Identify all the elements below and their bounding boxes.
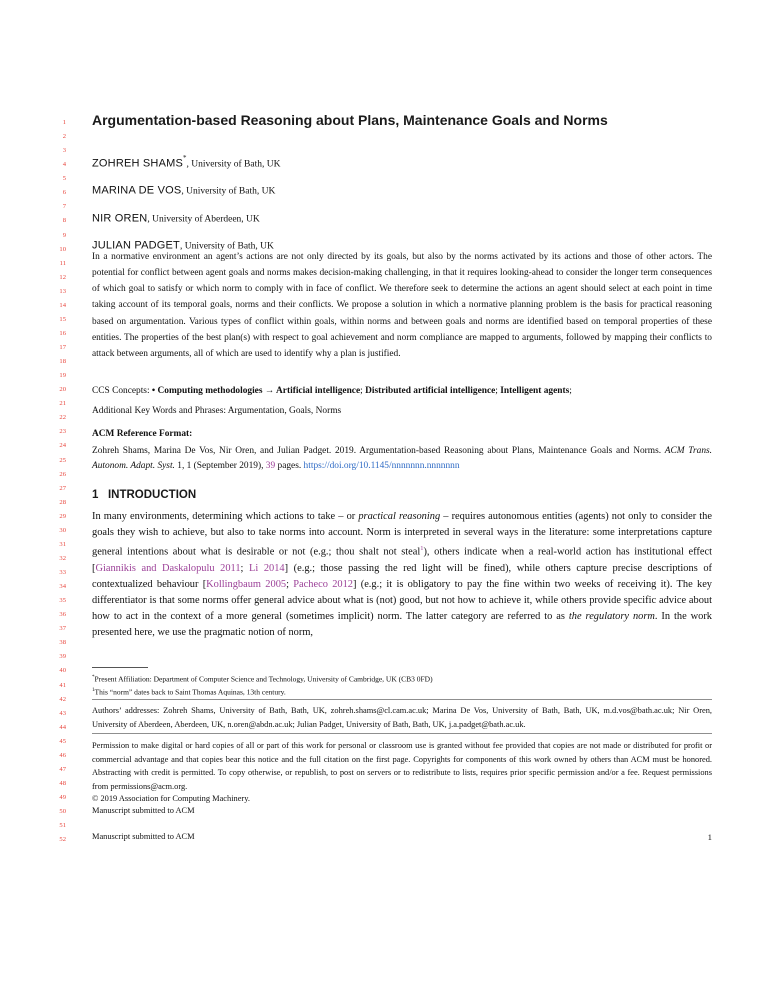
footnote-ref-link[interactable]: 1 <box>420 545 424 553</box>
line-number: 25 <box>59 456 66 464</box>
text-segment: ; <box>495 386 501 396</box>
text-segment: ), others indicate when a real-world action has institutional effect [ <box>92 546 712 574</box>
author-affiliation: , University of Aberdeen, UK <box>147 213 260 224</box>
citation-link[interactable]: Kollingbaum 2005 <box>206 578 287 590</box>
text-segment: This “norm” dates back to Saint Thomas Aquinas, 13th century. <box>94 687 286 697</box>
section-heading-introduction: 1 INTRODUCTION <box>92 489 197 501</box>
line-number: 32 <box>59 554 66 562</box>
line-number: 49 <box>59 794 66 801</box>
line-number: 44 <box>59 723 66 731</box>
line-number: 14 <box>59 301 66 309</box>
line-number: 28 <box>59 498 66 506</box>
footnote <box>92 672 712 685</box>
text-segment: Distributed artificial intelligence <box>365 386 496 396</box>
line-numbers <box>40 116 66 847</box>
line-number: 36 <box>59 611 66 619</box>
citation-link[interactable]: Li 2014 <box>249 562 285 574</box>
line-number: 22 <box>59 414 66 422</box>
line-number: 1 <box>62 119 66 126</box>
acm-reference-heading: ACM Reference Format: <box>92 429 193 439</box>
paper-title: Argumentation-based Reasoning about Plans, Maintenance Goals and Norms <box>92 112 608 128</box>
text-segment: ; <box>569 386 572 396</box>
introduction-paragraph <box>92 509 712 641</box>
text-segment: CCS Concepts: <box>92 386 152 396</box>
line-number: 35 <box>59 597 66 605</box>
line-number: 12 <box>59 273 66 281</box>
footnote-block <box>92 672 712 699</box>
author-name: MARINA DE VOS <box>92 184 182 197</box>
author-affiliation-text: University of Bath, UK <box>186 186 276 197</box>
line-number: 34 <box>59 583 66 591</box>
author-affiliation: , University of Bath, UK <box>179 241 274 252</box>
line-number: 7 <box>62 203 66 211</box>
line-number: 43 <box>59 709 66 717</box>
citation-link[interactable]: Giannikis and Daskalopulu 2011 <box>95 562 241 574</box>
ccs-concepts <box>92 384 712 399</box>
line-number: 20 <box>59 386 66 394</box>
text-segment: . In the work presented here, we use the pragmatic notion of norm, <box>92 611 712 639</box>
text-segment: ; <box>240 562 250 574</box>
text-segment: the regulatory norm <box>568 611 655 623</box>
text-segment: In many environments, determining which actions to take – or <box>92 511 359 522</box>
line-number: 41 <box>59 681 66 689</box>
text-segment: ACM Trans. Autonom. Adapt. Syst. <box>92 446 712 472</box>
line-number: 19 <box>59 372 66 380</box>
text-segment: • Computing methodologies → Artificial intelligence <box>151 386 361 396</box>
line-number: 2 <box>62 133 66 141</box>
line-number: 26 <box>59 470 66 478</box>
author-footnote-mark: * <box>183 154 187 162</box>
divider-rule <box>92 699 712 700</box>
abstract-text: In a normative environment an agent’s actions are not only directed by its goals, but also by the norms activated by its actions and those of other actors. The potential for conflict between agent goals and norms makes decision-making challenging, in that it requires looking-ahead to consider the longer term consequences of which goal to satisfy or which norm to comply with in face of conflict. We therefore seek to determine the actions an agent should select at each point in time taking account of its temporal goals, norms and their conflicts. We propose a solution in which a normative planning problem is the basis for practical reasoning based on argumentation. Various types of conflict within goals, within norms and between goals and norms are identified based on temporal properties of these entities. The properties of the best plan(s) with respect to goal achievement and norm compliance are mapped to arguments, followed by mapping their conflicts to attack between arguments, all of which are used to identify why a plan is justified. <box>92 252 712 359</box>
text-segment: practical reasoning <box>358 511 441 522</box>
text-segment: ; <box>286 578 294 590</box>
line-number: 30 <box>59 526 66 534</box>
footnote <box>92 685 712 698</box>
author-affiliation-text: University of Aberdeen, UK <box>152 213 260 224</box>
line-number: 37 <box>59 625 66 633</box>
line-number: 15 <box>59 315 66 323</box>
line-number: 45 <box>59 737 66 745</box>
author-row <box>92 152 712 172</box>
line-number: 11 <box>59 259 66 267</box>
line-number: 38 <box>59 639 66 647</box>
author-row <box>92 207 712 227</box>
line-number: 21 <box>59 400 66 408</box>
line-number: 13 <box>59 287 66 295</box>
line-number: 50 <box>59 808 66 816</box>
text-segment: pages. <box>275 461 304 472</box>
line-number: 6 <box>62 189 66 197</box>
citation-link[interactable]: Pacheco 2012 <box>293 578 353 590</box>
line-number: 24 <box>59 442 66 450</box>
author-name: NIR OREN <box>92 211 148 224</box>
doi-link[interactable]: https://doi.org/10.1145/nnnnnnn.nnnnnnn <box>303 461 460 472</box>
line-number: 27 <box>59 484 66 492</box>
text-segment: Zohreh Shams, Marina De Vos, Nir Oren, and Julian Padget. 2019. Argumentation-based Reasoning about Plans, Maintenance Goals and Norms. <box>92 446 665 456</box>
text-segment: ; <box>360 386 366 396</box>
line-number: 8 <box>62 217 66 225</box>
acm-reference-text <box>92 444 712 475</box>
footer-manuscript: Manuscript submitted to ACM <box>92 832 195 841</box>
line-number: 16 <box>59 329 66 337</box>
line-number: 23 <box>59 428 66 436</box>
line-number: 51 <box>59 822 66 830</box>
author-row <box>92 179 712 199</box>
line-number: 33 <box>59 569 66 576</box>
text-segment: * <box>92 674 95 680</box>
line-number: 46 <box>59 751 66 759</box>
author-name: JULIAN PADGET <box>92 239 180 252</box>
author-affiliation: , University of Bath, UK <box>186 159 281 170</box>
author-affiliation-text: University of Bath, UK <box>191 159 281 170</box>
line-number: 31 <box>59 540 66 548</box>
author-list <box>92 152 712 261</box>
text-segment: ] (e.g.; those passing the red light will be fined), while others capture precise descriptions of contextualized behaviour [ <box>92 562 712 590</box>
line-number: 3 <box>62 147 66 155</box>
line-number: 18 <box>59 358 66 366</box>
line-number: 4 <box>62 161 66 169</box>
line-number: 17 <box>59 344 66 351</box>
line-number: 48 <box>59 779 66 787</box>
text-segment: Intelligent agents <box>500 386 570 396</box>
line-number: 9 <box>62 231 66 239</box>
authors-addresses: Authors’ addresses: Zohreh Shams, University of Bath, Bath, UK, zohreh.shams@cl.cam.ac.uk; Marina De Vos, University of Bath, Bath, UK, m.d.vos@bath.ac.uk; Nir Oren, University of Aberdeen, Aberdeen, UK, n.oren@abdn.ac.uk; Julian Padget, University of Bath, Bath, UK, j.a.padget@bath.ac.uk. <box>92 706 712 730</box>
author-affiliation-text: University of Bath, UK <box>184 241 274 252</box>
permission-notice: Permission to make digital or hard copies of all or part of this work for personal or classroom use is granted without fee provided that copies are not made or distributed for profit or commercial advantage and that copies bear this notice and the full citation on the first page. Copyrights for components of this work owned by others than ACM must be honored. Abstracting with credit is permitted. To copy otherwise, or republish, to post on servers or to redistribute to lists, requires prior specific permission and/or a fee. Request permissions from permissions@acm.org. <box>92 741 712 791</box>
author-affiliation: , University of Bath, UK <box>181 186 276 197</box>
line-number: 39 <box>59 653 66 661</box>
line-number: 42 <box>59 695 66 703</box>
page-count-link[interactable]: 39 <box>265 461 276 472</box>
footnote-divider <box>92 667 148 668</box>
line-number: 40 <box>59 667 66 675</box>
line-number: 29 <box>59 512 66 520</box>
text-segment: 1, 1 (September 2019), <box>174 461 266 472</box>
line-number: 47 <box>59 765 66 773</box>
line-number: 10 <box>59 245 66 253</box>
author-name: ZOHREH SHAMS <box>92 157 184 170</box>
text-segment: 1 <box>92 687 95 694</box>
manuscript-line: Manuscript submitted to ACM <box>92 806 195 815</box>
text-segment: – requires autonomous entities (agents) not only to consider the goals they wish to achieve, but also to take norms into account. Norm is interpreted in several ways in the literature: some interpretations capture general intentions about what is desirable or not (e.g.; thou shalt not steal <box>92 511 712 558</box>
divider-rule <box>92 733 712 734</box>
keywords: Additional Key Words and Phrases: Argumentation, Goals, Norms <box>92 406 342 416</box>
text-segment: Present Affiliation: Department of Computer Science and Technology, University of Cambridge, UK (CB3 0FD) <box>94 674 433 684</box>
line-number: 5 <box>62 175 66 183</box>
text-segment: ] (e.g.; it is obligatory to pay the fine within two weeks of receiving it). The key differentiator is that some norms offer general advice about what is (not) good, but not how to achieve it, while others provide specific advice about how to act in the context of a more general (sometimes implicit) norm. The latter category are referred to as <box>92 578 713 623</box>
footer-page-number: 1 <box>707 832 712 842</box>
copyright-line: © 2019 Association for Computing Machinery. <box>92 794 250 803</box>
line-number: 52 <box>59 836 66 844</box>
